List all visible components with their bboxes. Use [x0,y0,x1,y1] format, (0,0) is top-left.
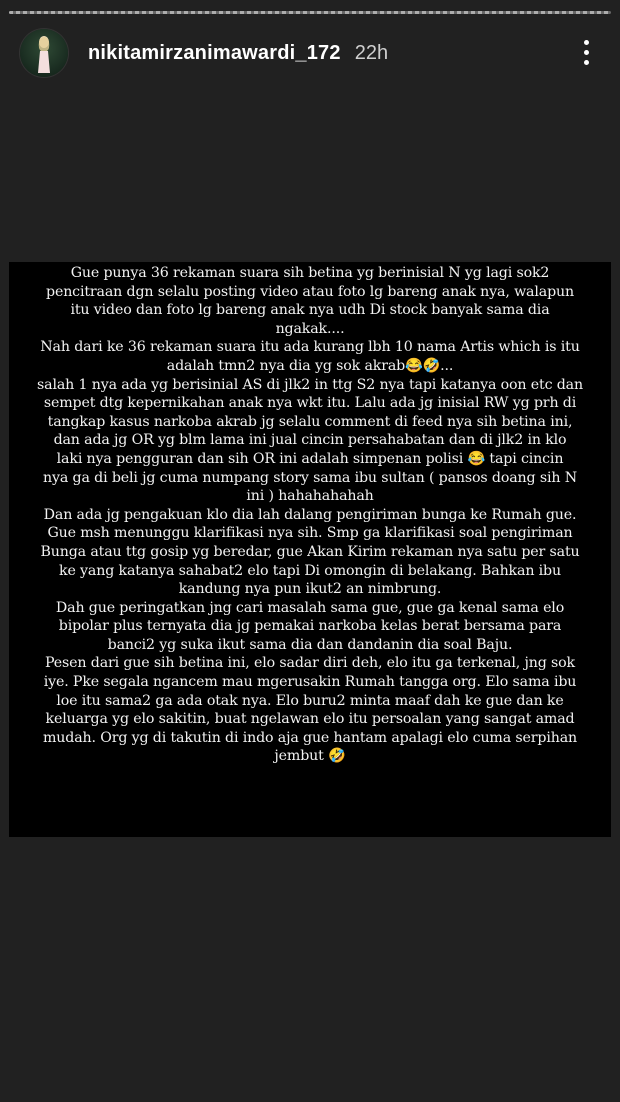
story-text-card [9,262,611,837]
story-progress-fill [9,11,611,14]
story-text: Gue punya 36 rekaman suara sih betina yg berinisial N yg lagi sok2 pencitraan dgn selalu posting video atau foto lg bareng anak nya, walapun itu video dan foto lg bareng anak nya udh Di stock banyak sama dia ngakak.... Nah dari ke 36 rekaman suara itu ada kurang lbh 10 nama Artis which is itu adalah tmn2 nya dia yg sok akrab😂🤣... salah 1 nya ada yg berisinial AS di jlk2 in ttg S2 nya tapi katanya oon etc dan sempet dtg kepernikahan anak nya wkt itu. Lalu ada jg inisial RW yg prh di tangkap kasus narkoba akrab jg selalu comment di feed nya sih betina ini, dan ada jg OR yg blm lama ini jual cincin persahabatan dan di jlk2 in klo laki nya pengguran dan sih OR ini adalah simpenan polisi 😂 tapi cincin nya ga di beli jg cuma numpang story sama ibu sultan ( pansos doang sih N ini ) hahahahahah Dan ada jg pengakuan klo dia lah dalang pengiriman bunga ke Rumah gue. Gue msh menunggu klarifikasi nya sih. Smp ga klarifikasi soal pengiriman Bunga atau ttg gosip yg beredar, gue Akan Kirim rekaman nya satu per satu ke yang katanya sahabat2 elo tapi Di omongin di belakang. Bahkan ibu kandung nya pun ikut2 an nimbrung. Dah gue peringatkan jng cari masalah sama gue, gue ga kenal sama elo bipolar plus ternyata dia jg pemakai narkoba kelas berat bersama para banci2 yg suka ikut sama dia dan dandanin dia soal Baju. Pesen dari gue sih betina ini, elo sadar diri deh, elo itu ga terkenal, jng sok iye. Pke segala ngancem mau mgerusakin Rumah tangga org. Elo sama ibu loe itu sama2 ga ada otak nya. Elo buru2 minta maaf dah ke gue dan ke keluarga yg elo sakitin, buat ngelawan elo itu persoalan yang sangat amad mudah. Org yg di takutin di indo aja gue hantam apalagi elo cuma serpihan jembut 🤣 [37,265,583,765]
story-header [20,29,610,77]
username[interactable]: nikitamirzanimawardi_172 [88,41,341,64]
profile-avatar[interactable] [20,29,68,77]
more-vertical-icon[interactable] [574,35,598,69]
menu-dot [584,60,589,65]
menu-dot [584,40,589,45]
menu-dot [584,50,589,55]
avatar-figure-icon [36,35,52,73]
story-timestamp: 22h [354,41,389,64]
